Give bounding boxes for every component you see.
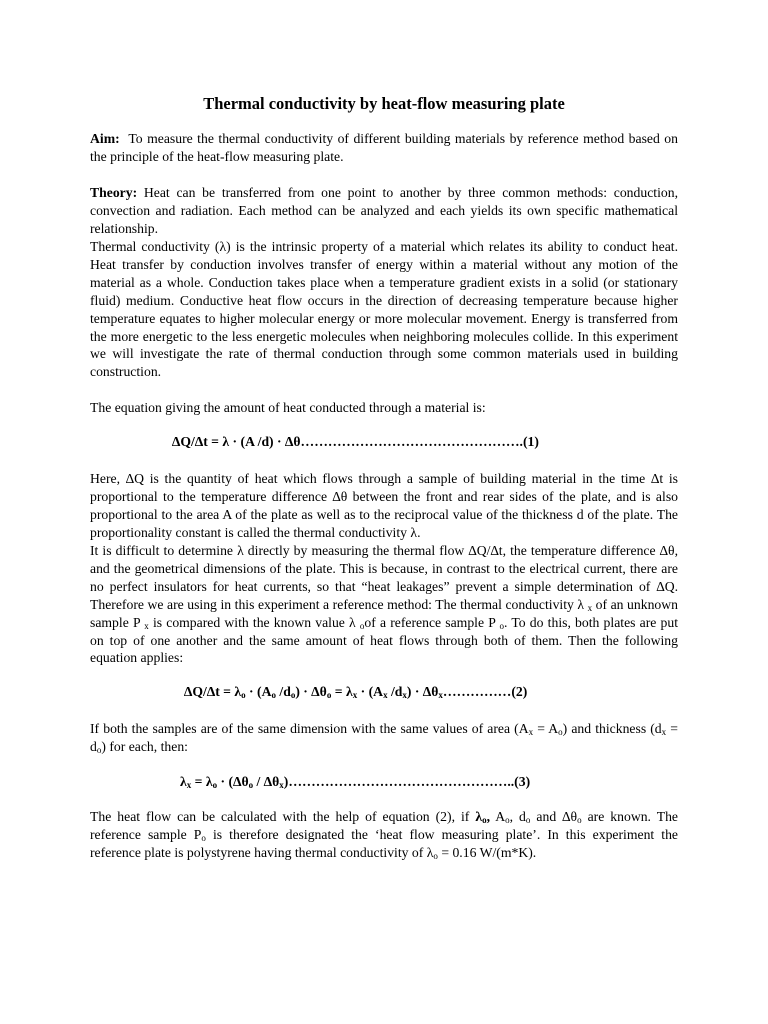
heatflow-text: are known. The reference sample P bbox=[90, 809, 678, 842]
difficult-paragraph bbox=[90, 542, 678, 667]
difficult-text-4: of a reference sample P bbox=[364, 614, 496, 630]
subscript-x: x bbox=[661, 727, 667, 737]
eq2-part: · (A bbox=[245, 684, 272, 699]
theory-label: Theory: bbox=[90, 185, 138, 200]
subscript-x: x bbox=[587, 602, 593, 613]
difficult-text-3: is compared with the known value λ bbox=[152, 614, 356, 630]
subscript-o: o bbox=[326, 690, 332, 700]
eq3-part: = λ bbox=[191, 774, 213, 789]
equation-2 bbox=[184, 683, 527, 701]
both-text: = d bbox=[90, 721, 678, 754]
subscript-o: o bbox=[241, 690, 246, 700]
subscript-o: o bbox=[525, 815, 531, 825]
eq3-part: λ bbox=[180, 774, 187, 789]
both-text: If both the samples are of the same dimension with the same values of area (A bbox=[90, 721, 529, 736]
aim-paragraph bbox=[90, 130, 678, 166]
theory-text-1: Heat can be transferred from one point to another by three common methods: conduction, convection and radiation. Each method can be analyzed and each yields its own specific mathematical relationship. bbox=[90, 185, 678, 236]
subscript-o: o bbox=[248, 780, 254, 790]
difficult-text-5: . To do this, both plates are put on top of one another and the same amount of heat flows through both of them. Then the following equation applies: bbox=[90, 614, 679, 666]
eq2-part: = λ bbox=[331, 684, 353, 699]
eq2-part: ) · ∆θ bbox=[295, 684, 327, 699]
difficult-text-2: of an unknown sample P bbox=[90, 596, 678, 630]
eq3-part: · (∆θ bbox=[217, 774, 249, 789]
equation-intro: The equation giving the amount of heat conducted through a material is: bbox=[90, 400, 486, 415]
lambda-symbol: λ bbox=[475, 809, 483, 824]
equation-1: ∆Q/∆t = λ · (A /d) · ∆θ………………………………………….(1) bbox=[172, 434, 539, 449]
subscript-o: o bbox=[577, 815, 582, 825]
difficult-text-1: It is difficult to determine λ directly by measuring the thermal flow ∆Q/∆t, the temperature difference ∆θ, and the geometrical dimensions of the plate. This is because, in contrast to the electrical current, there are no perfect insulators for heat currents, so that “heat leakages” prevent a simple determination of ∆Q. Therefore we are using in this experiment a reference method: The thermal conductivity λ bbox=[90, 543, 678, 612]
heat-flow-paragraph bbox=[90, 808, 678, 862]
subscript-o: o bbox=[558, 727, 563, 737]
subscript-x: x bbox=[402, 690, 407, 700]
eq2-part: ……………(2) bbox=[442, 684, 528, 699]
eq2-part: ) · ∆θ bbox=[406, 684, 439, 699]
subscript-o: o bbox=[359, 620, 365, 631]
subscript-o: o bbox=[271, 690, 276, 700]
page-title: Thermal conductivity by heat-flow measuring plate bbox=[203, 94, 565, 113]
heatflow-bold-lambda bbox=[475, 809, 490, 824]
subscript-x: x bbox=[144, 620, 149, 631]
subscript-x: x bbox=[383, 690, 388, 700]
heatflow-text: , d bbox=[509, 809, 526, 824]
eq2-part: /d bbox=[387, 684, 403, 699]
subscript-o: o bbox=[505, 815, 510, 825]
both-text: ) for each, then: bbox=[101, 738, 188, 754]
eq3-part: / ∆θ bbox=[253, 774, 280, 789]
eq2-part: ∆Q/∆t = λ bbox=[184, 684, 242, 699]
subscript-x: x bbox=[438, 690, 443, 700]
both-samples-paragraph bbox=[90, 720, 678, 756]
subscript-o: o bbox=[201, 832, 206, 843]
subscript-x: x bbox=[186, 780, 192, 790]
theory-paragraph-2: Thermal conductivity (λ) is the intrinsic property of a material which relates its ability to conduct heat. Heat transfer by conduction involves transfer of energy within a material without any motion of the material as a whole. Conduction takes place when a temperature gradient exists in a solid (or stationary fluid) medium. Conductive heat flow occurs in the direction of decreasing temperature because higher temperature equates to higher molecular energy or more molecular movement. Energy is transferred from the more energetic to the less energetic molecules when neighboring molecules collide. In this experiment we will investigate the rate of thermal conduction through some common materials used in building construction. bbox=[90, 239, 678, 380]
subscript-o: o bbox=[433, 850, 438, 861]
subscript-x: x bbox=[352, 690, 358, 700]
comma: , bbox=[486, 809, 491, 824]
equation-3 bbox=[180, 773, 530, 791]
subscript-o: o bbox=[290, 690, 296, 700]
heatflow-text: A bbox=[490, 809, 506, 824]
subscript-o: o bbox=[499, 620, 505, 631]
both-text: = A bbox=[533, 721, 559, 736]
subscript-o: o bbox=[212, 780, 218, 790]
eq2-part: · (A bbox=[357, 684, 384, 699]
subscript-x: x bbox=[279, 780, 284, 790]
here-paragraph: Here, ∆Q is the quantity of heat which flows through a sample of building material in the time ∆t is proportional to the temperature difference ∆θ between the front and rear sides of the plate, and is also proportional to the area A of the plate as well as to the reciprocal value of the thickness d of the plate. The proportionality constant is called the thermal conductivity λ. bbox=[90, 471, 678, 540]
eq3-part: )…………………………………………..(3) bbox=[283, 774, 531, 789]
subscript-x: x bbox=[528, 727, 534, 737]
heatflow-text: = 0.16 W/(m*K). bbox=[437, 844, 537, 860]
aim-text: To measure the thermal conductivity of different building materials by reference method based on the principle of the heat-flow measuring plate. bbox=[90, 131, 678, 164]
eq2-part: /d bbox=[275, 684, 291, 699]
both-text: ) and thickness (d bbox=[562, 721, 662, 736]
heatflow-text: is therefore designated the ‘heat flow measuring plate’. In this experiment the reference plate is polystyrene having thermal conductivity of λ bbox=[90, 826, 679, 860]
heatflow-text: and ∆θ bbox=[530, 809, 578, 824]
subscript-o: o bbox=[482, 815, 487, 825]
theory-paragraph-1 bbox=[90, 184, 678, 238]
subscript-o: o bbox=[96, 744, 102, 755]
aim-label: Aim: bbox=[90, 131, 120, 146]
heatflow-text: The heat flow can be calculated with the help of equation (2), if bbox=[90, 809, 470, 824]
